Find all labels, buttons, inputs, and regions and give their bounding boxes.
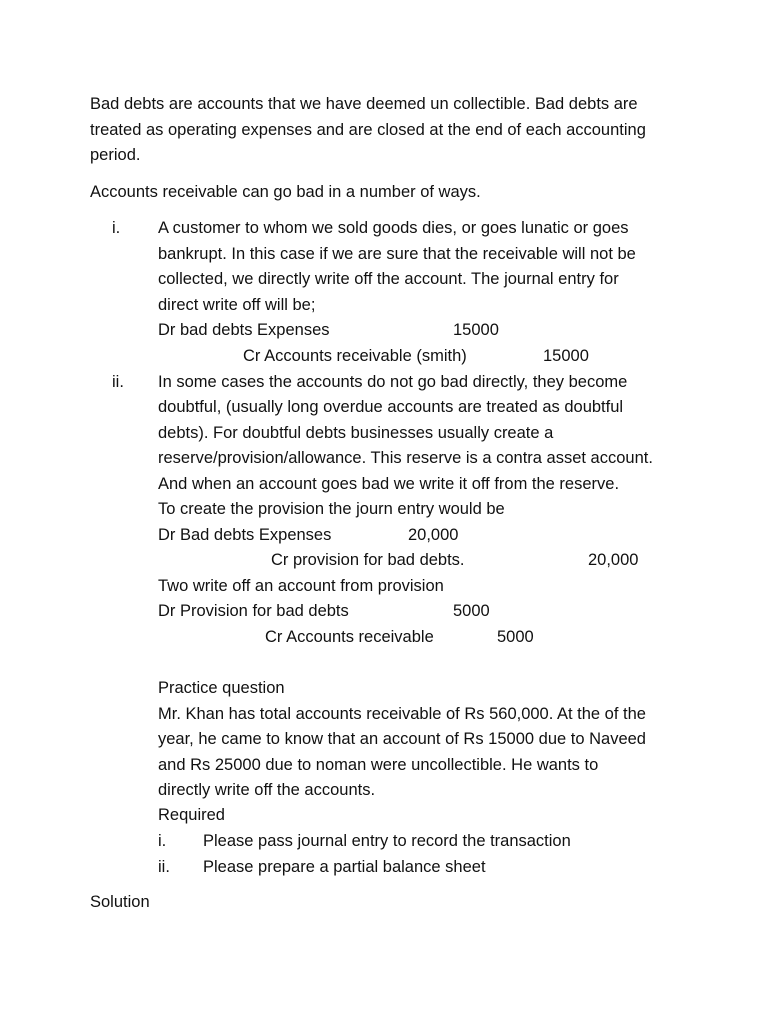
journal-credit-label: Cr Accounts receivable xyxy=(265,628,434,646)
item2-line: To create the provision the journ entry would be xyxy=(158,500,505,518)
list-marker: ii. xyxy=(158,858,170,876)
practice-line: and Rs 25000 due to noman were uncollectible. He wants to xyxy=(158,756,599,774)
journal-debit-amount: 5000 xyxy=(453,602,490,620)
journal-debit-label: Dr Bad debts Expenses xyxy=(158,526,332,544)
ways-intro: Accounts receivable can go bad in a number of ways. xyxy=(90,183,481,201)
journal-debit-amount: 15000 xyxy=(453,321,499,339)
intro-line: period. xyxy=(90,146,141,164)
item2-line: doubtful, (usually long overdue accounts are treated as doubtful xyxy=(158,398,624,416)
practice-line: directly write off the accounts. xyxy=(158,781,376,799)
intro-line: Bad debts are accounts that we have deemed un collectible. Bad debts are xyxy=(90,95,638,113)
practice-heading: Practice question xyxy=(158,679,285,697)
intro-paragraph xyxy=(90,92,690,169)
item1-line: bankrupt. In this case if we are sure that the receivable will not be xyxy=(158,245,636,263)
item1-line: direct write off will be; xyxy=(158,296,316,314)
journal-credit-label: Cr Accounts receivable (smith) xyxy=(243,347,467,365)
journal-debit-amount: 20,000 xyxy=(408,526,459,544)
practice-line: Mr. Khan has total accounts receivable of Rs 560,000. At the of the xyxy=(158,705,646,723)
journal-credit-amount: 15000 xyxy=(543,347,589,365)
intro-line: treated as operating expenses and are closed at the end of each accounting xyxy=(90,120,646,139)
list-marker: i. xyxy=(112,219,121,237)
item1-line: collected, we directly write off the account. The journal entry for xyxy=(158,270,619,288)
journal-credit-amount: 20,000 xyxy=(588,551,639,569)
required-label: Required xyxy=(158,806,225,824)
writeoff-intro: Two write off an account from provision xyxy=(158,577,444,595)
list-marker: ii. xyxy=(112,373,124,391)
requirement-text: Please prepare a partial balance sheet xyxy=(203,858,486,876)
journal-debit-label: Dr Provision for bad debts xyxy=(158,602,349,620)
item2-line: In some cases the accounts do not go bad directly, they become xyxy=(158,373,628,391)
item2-line: And when an account goes bad we write it off from the reserve. xyxy=(158,475,620,493)
journal-credit-amount: 5000 xyxy=(497,628,534,646)
item1-line: A customer to whom we sold goods dies, or goes lunatic or goes xyxy=(158,219,629,237)
solution-label: Solution xyxy=(90,893,150,911)
journal-debit-label: Dr bad debts Expenses xyxy=(158,321,330,339)
item2-line: reserve/provision/allowance. This reserve is a contra asset account. xyxy=(158,449,653,467)
requirement-text: Please pass journal entry to record the transaction xyxy=(203,832,571,850)
practice-line: year, he came to know that an account of Rs 15000 due to Naveed xyxy=(158,730,646,748)
list-marker: i. xyxy=(158,832,167,850)
journal-credit-label: Cr provision for bad debts. xyxy=(271,551,465,569)
item2-line: debts). For doubtful debts businesses usually create a xyxy=(158,424,554,442)
